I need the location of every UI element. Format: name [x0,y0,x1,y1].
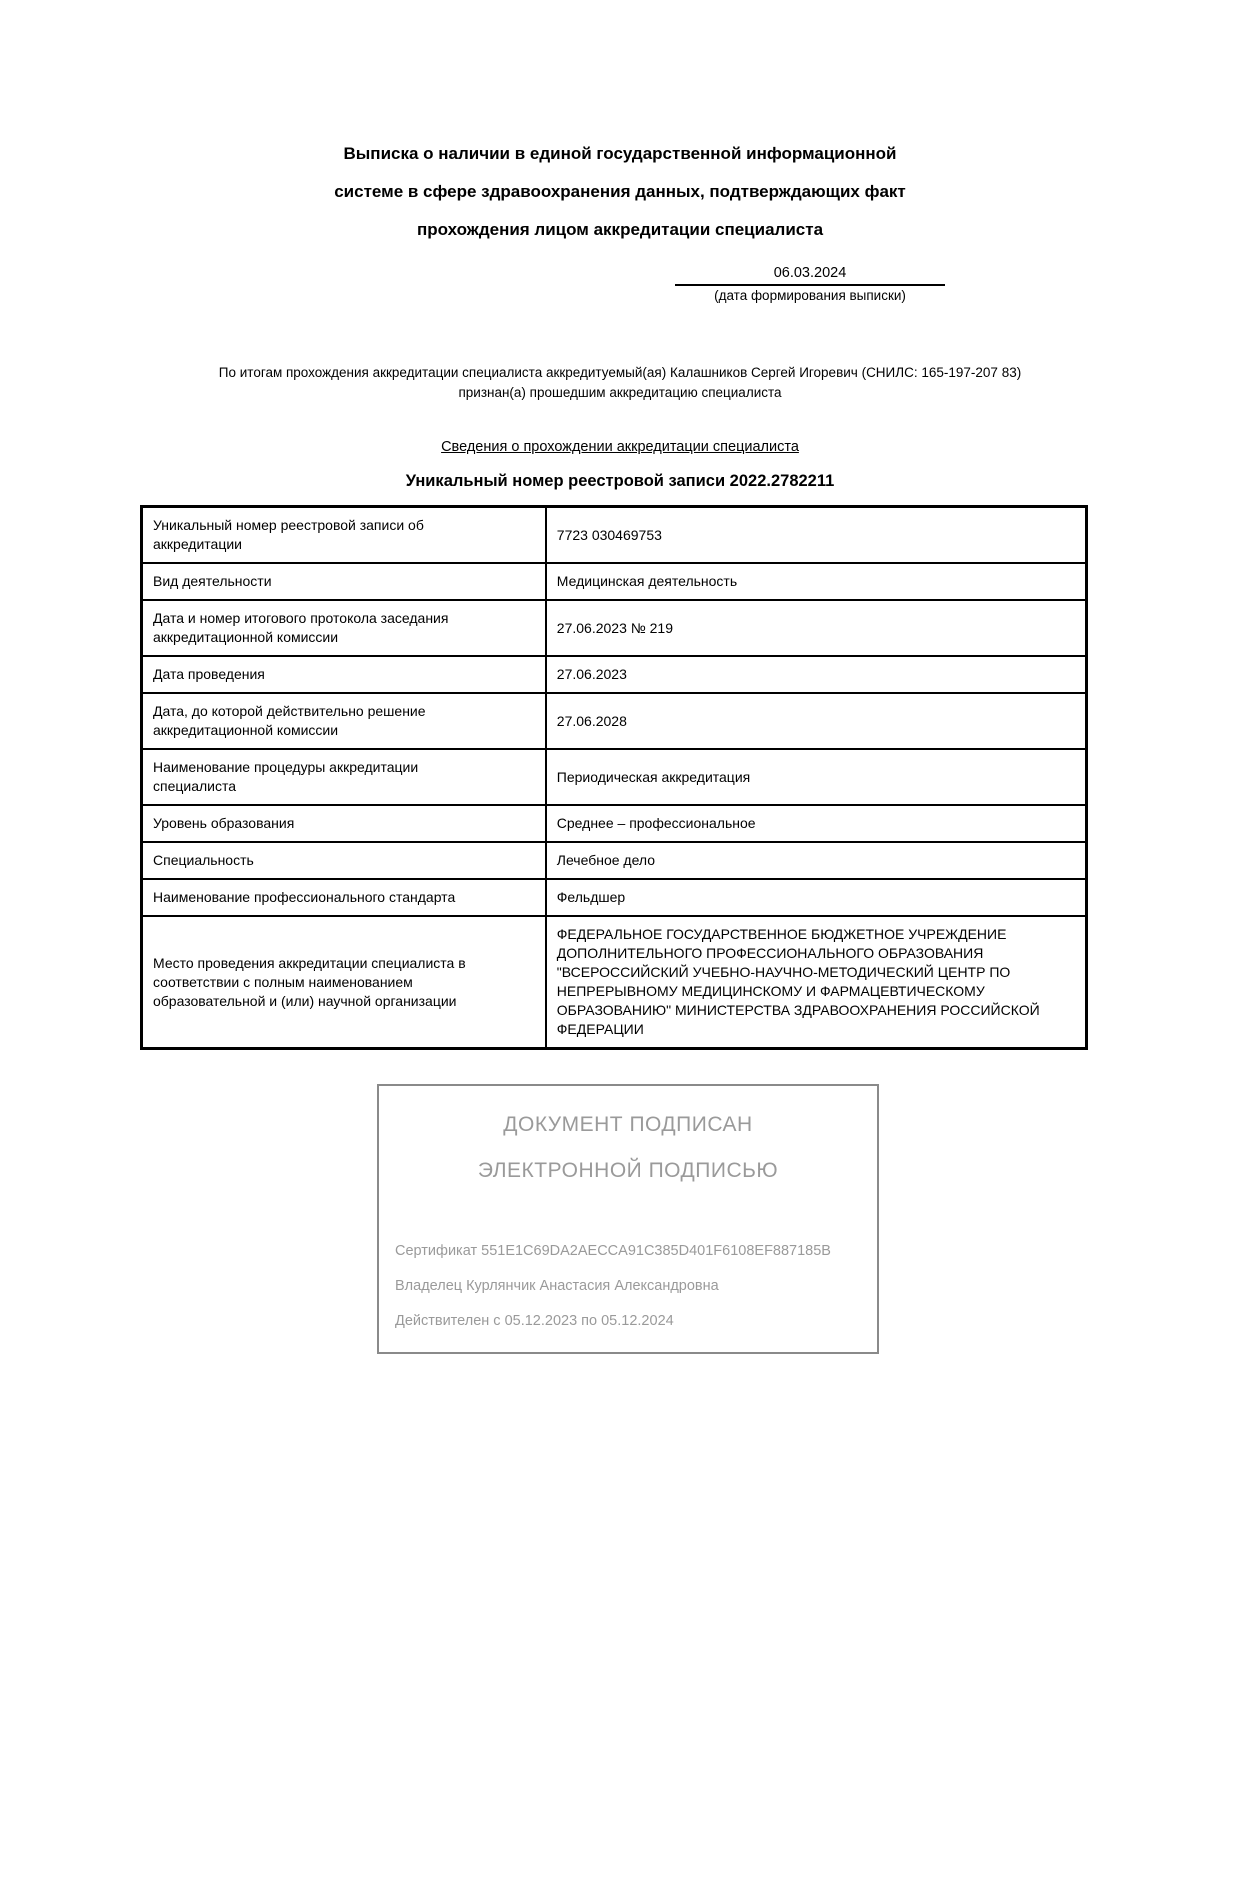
table-row [142,805,1087,842]
row-value: 27.06.2028 [546,693,1087,749]
intro-line: признан(а) прошедшим аккредитацию специалиста [458,385,782,400]
row-value: Медицинская деятельность [546,563,1087,600]
row-label: Вид деятельности [142,563,546,600]
row-value: Фельдшер [546,879,1087,916]
formation-date-block [675,265,945,303]
row-value: ФЕДЕРАЛЬНОЕ ГОСУДАРСТВЕННОЕ БЮДЖЕТНОЕ УЧРЕЖДЕНИЕ ДОПОЛНИТЕЛЬНОГО ПРОФЕССИОНАЛЬНОГО ОБРАЗОВАНИЯ "ВСЕРОССИЙСКИЙ УЧЕБНО-НАУЧНО-МЕТОДИЧЕСКИЙ ЦЕНТР ПО НЕПРЕРЫВНОМУ МЕДИЦИНСКОМУ И ФАРМАЦЕВТИЧЕСКОМУ ОБРАЗОВАНИЮ" МИНИСТЕРСТВА ЗДРАВООХРАНЕНИЯ РОССИЙСКОЙ ФЕДЕРАЦИИ [546,916,1087,1049]
row-value: Периодическая аккредитация [546,749,1087,805]
table-row [142,749,1087,805]
intro-paragraph [60,363,1180,403]
row-label: Специальность [142,842,546,879]
row-label: Уникальный номер реестровой записи об аккредитации [142,507,546,564]
table-row [142,842,1087,879]
page-title-line: системе в сфере здравоохранения данных, подтверждающих факт [334,182,906,201]
table-row [142,507,1087,564]
row-label: Наименование профессионального стандарта [142,879,546,916]
row-label: Наименование процедуры аккредитации специалиста [142,749,546,805]
row-value: 27.06.2023 № 219 [546,600,1087,656]
table-row [142,879,1087,916]
row-value: 7723 030469753 [546,507,1087,564]
table-row [142,693,1087,749]
table-row [142,916,1087,1049]
document-page [0,135,1240,1890]
formation-date: 06.03.2024 [675,265,945,286]
row-label: Дата проведения [142,656,546,693]
signature-box [377,1084,879,1354]
page-title-line: Выписка о наличии в единой государственной информационной [343,144,897,163]
accreditation-table [140,505,1088,1050]
row-label: Дата и номер итогового протокола заседания аккредитационной комиссии [142,600,546,656]
table-row [142,563,1087,600]
section-heading: Сведения о прохождении аккредитации специалиста [441,439,799,455]
row-value: Лечебное дело [546,842,1087,879]
owner-line: Владелец Курлянчик Анастасия Александровна [395,1278,719,1294]
row-label: Место проведения аккредитации специалиста в соответствии с полным наименованием образовательной и (или) научной организации [142,916,546,1049]
signature-title-line1: ДОКУМЕНТ ПОДПИСАН [503,1113,753,1136]
table-row [142,656,1087,693]
row-label: Уровень образования [142,805,546,842]
row-value: 27.06.2023 [546,656,1087,693]
signature-title-line2: ЭЛЕКТРОННОЙ ПОДПИСЬЮ [477,1159,779,1182]
registry-number-heading: Уникальный номер реестровой записи 2022.2782211 [405,472,835,490]
certificate-line: Сертификат 551E1C69DA2AECCA91C385D401F6108EF887185B [395,1243,831,1259]
validity-line: Действителен с 05.12.2023 по 05.12.2024 [395,1313,674,1329]
formation-date-caption: (дата формирования выписки) [714,288,906,303]
page-title [0,135,1240,249]
table-row [142,600,1087,656]
row-value: Среднее – профессиональное [546,805,1087,842]
intro-line: По итогам прохождения аккредитации специалиста аккредитуемый(ая) Калашников Сергей Игоревич (СНИЛС: 165-197-207 83) [218,365,1022,380]
page-title-line: прохождения лицом аккредитации специалиста [416,220,824,239]
row-label: Дата, до которой действительно решение аккредитационной комиссии [142,693,546,749]
